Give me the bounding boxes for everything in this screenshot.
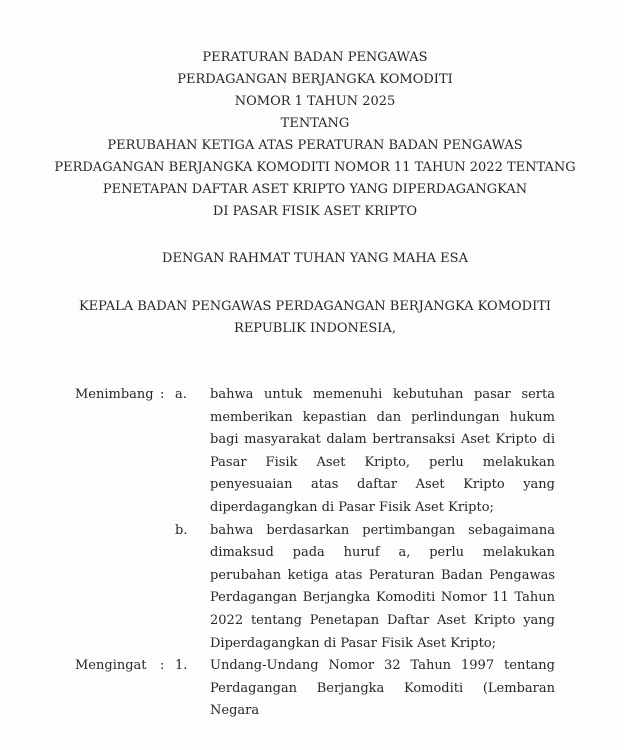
title-line-subject-1: PERUBAHAN KETIGA ATAS PERATURAN BADAN PENGAWAS	[107, 138, 523, 153]
item-marker: 1.	[175, 658, 188, 674]
title-line-tentang: TENTANG	[280, 116, 350, 131]
section-menimbang	[75, 384, 555, 655]
item-text: bahwa untuk memenuhi kebutuhan pasar serta memberikan kepastian dan perlindungan hukum bagi masyarakat dalam bertransaksi Aset Kripto di Pasar Fisik Aset Kripto, perlu melakukan penyesuaian atas daftar Aset Kripto yang diperdagangkan di Pasar Fisik Aset Kripto;	[210, 387, 555, 515]
item-text: bahwa berdasarkan pertimbangan sebagaimana dimaksud pada huruf a, perlu melakukan perubahan ketiga atas Peraturan Badan Pengawas Perdagangan Berjangka Komoditi Nomor 11 Tahun 2022 tentang Penetapan Daftar Aset Kripto yang Diperdagangkan di Pasar Fisik Aset Kripto;	[210, 522, 555, 651]
section-label: Mengingat	[75, 658, 147, 674]
issuing-official	[31, 296, 599, 340]
item-marker: b.	[175, 522, 188, 538]
official-line-head: KEPALA BADAN PENGAWAS PERDAGANGAN BERJANGKA KOMODITI	[78, 299, 552, 314]
mengingat-item-1	[75, 655, 555, 723]
invocation-line: DENGAN RAHMAT TUHAN YANG MAHA ESA	[162, 251, 468, 266]
menimbang-item-b	[75, 520, 555, 656]
item-text: Undang-Undang Nomor 32 Tahun 1997 tentang Perdagangan Berjangka Komoditi (Lembaran Negara	[210, 658, 555, 719]
title-line-agency: PERDAGANGAN BERJANGKA KOMODITI	[177, 72, 453, 87]
official-line-republic: REPUBLIK INDONESIA,	[234, 321, 396, 336]
item-marker: a.	[175, 387, 187, 402]
title-line-subject-4: DI PASAR FISIK ASET KRIPTO	[212, 204, 418, 219]
section-colon: :	[160, 658, 165, 674]
section-label: Menimbang	[75, 387, 154, 402]
section-mengingat	[75, 655, 555, 723]
title-line-subject-3: PENETAPAN DAFTAR ASET KRIPTO YANG DIPERDAGANGKAN	[102, 182, 528, 197]
title-line-number-year: NOMOR 1 TAHUN 2025	[234, 94, 396, 109]
title-line-subject-2: PERDAGANGAN BERJANGKA KOMODITI NOMOR 11 TAHUN 2022 TENTANG	[54, 160, 576, 175]
title-line-regulation-body: PERATURAN BADAN PENGAWAS	[202, 50, 428, 65]
menimbang-item-a	[75, 384, 555, 520]
document-title	[31, 47, 599, 223]
section-colon: :	[160, 387, 165, 402]
